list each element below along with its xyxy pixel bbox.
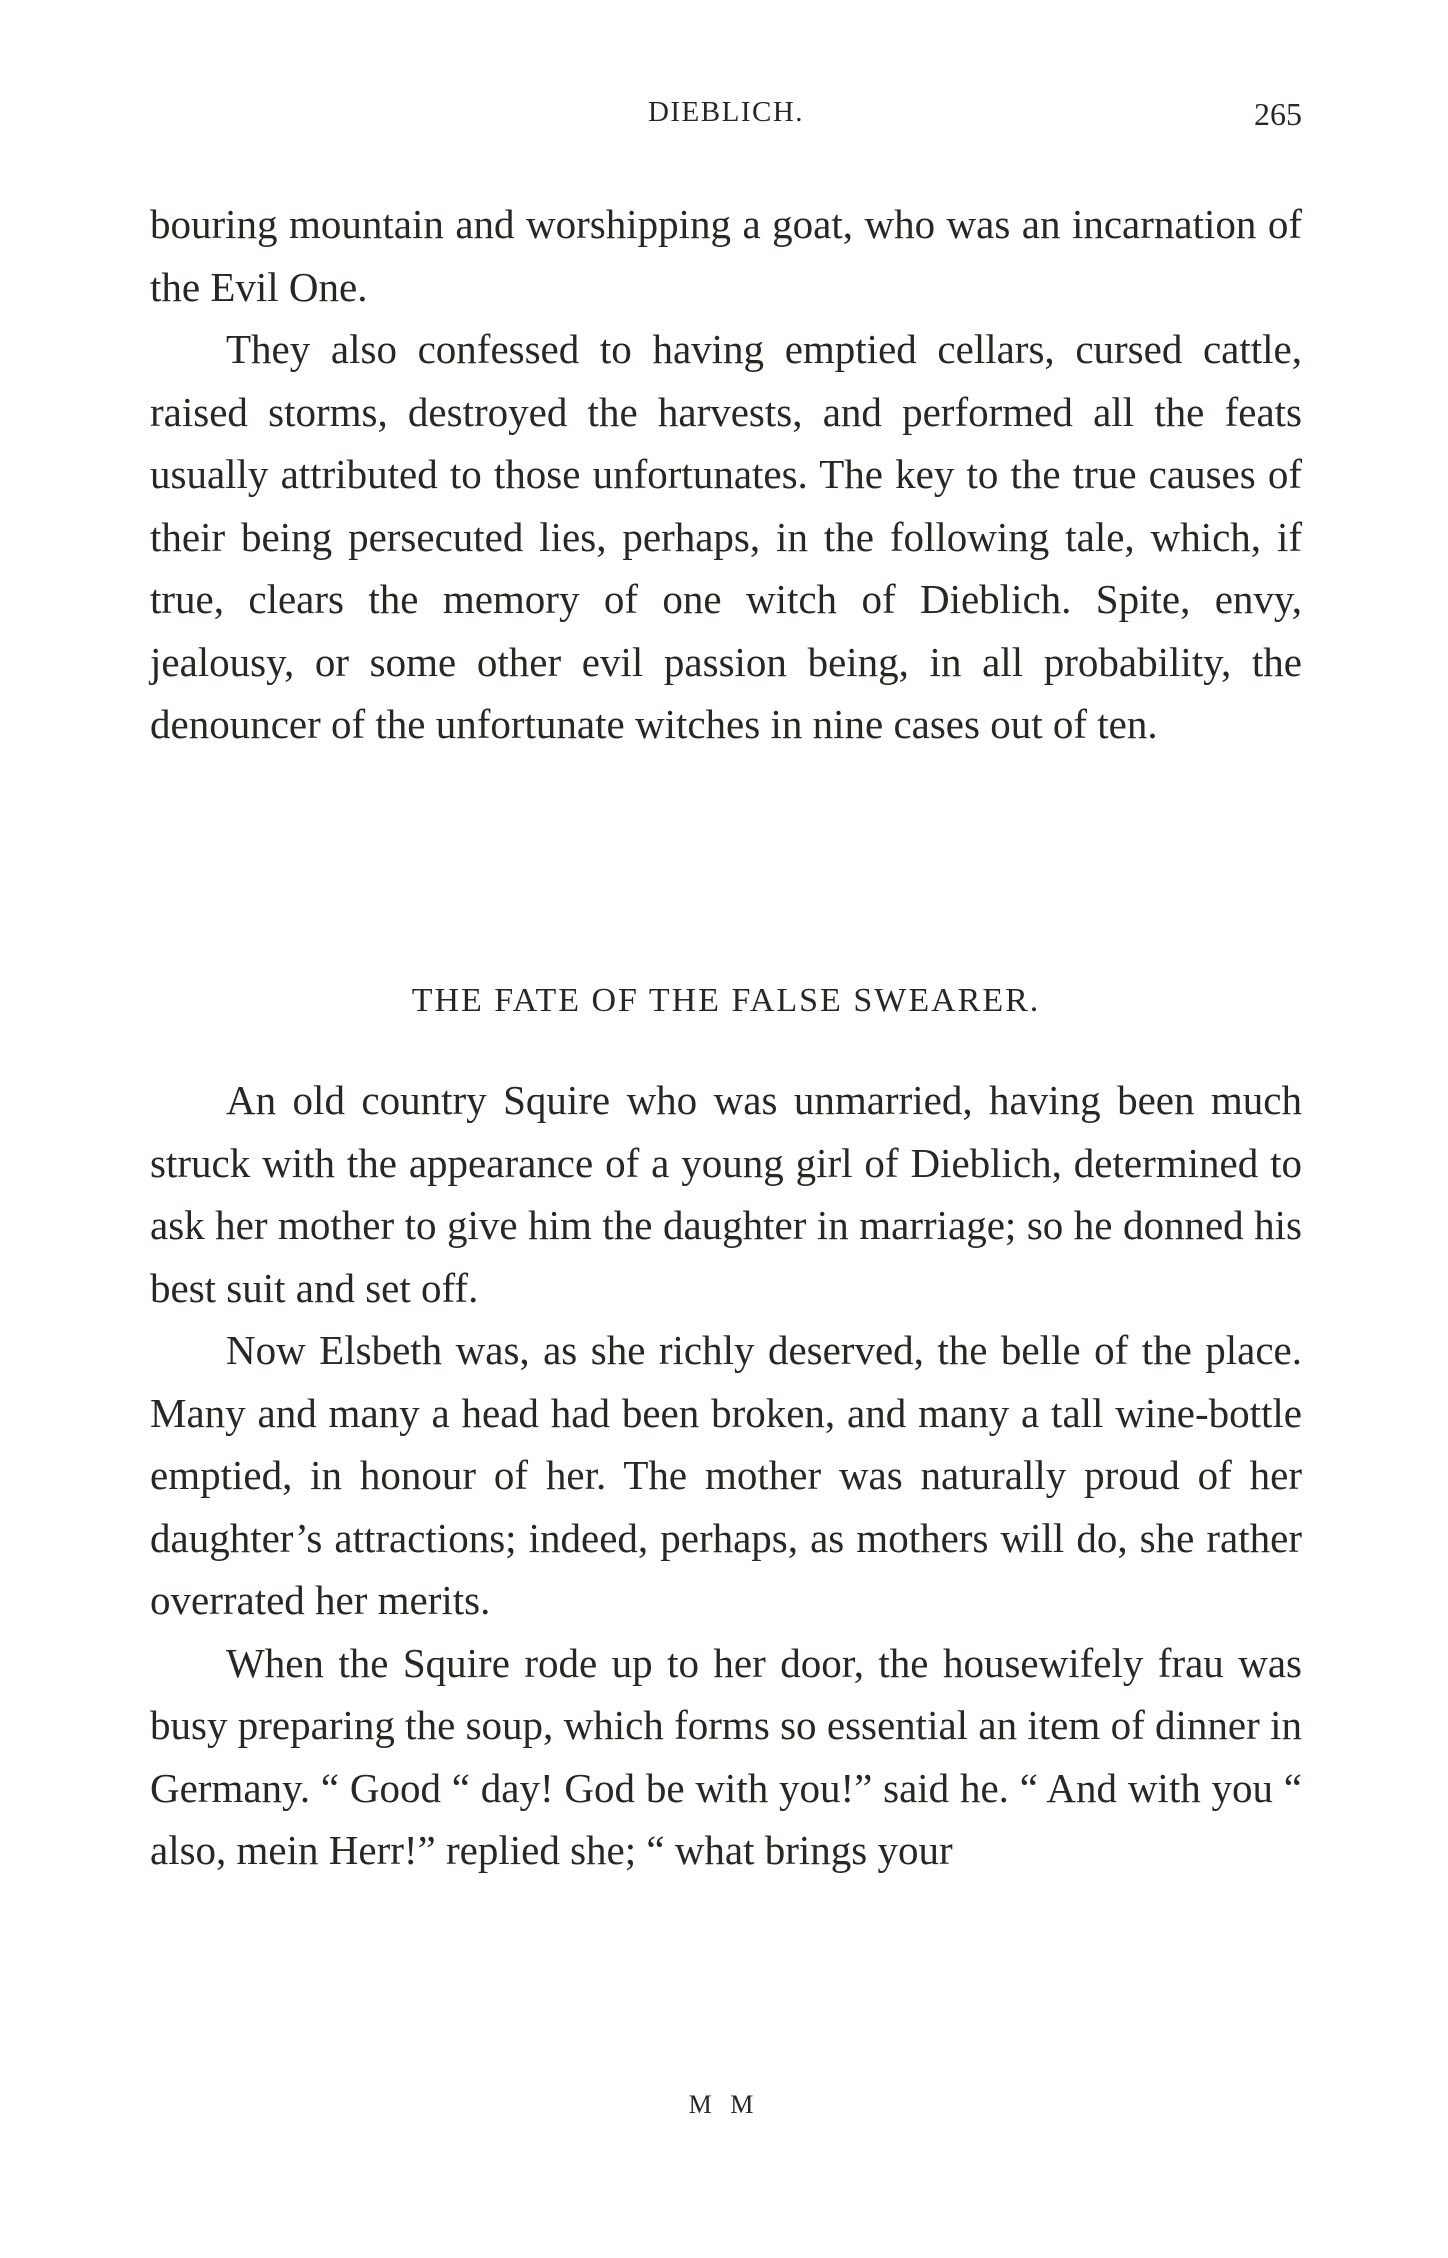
- signature-mark: M M: [688, 2090, 760, 2119]
- section-heading: THE FATE OF THE FALSE SWEARER.: [411, 982, 1041, 1019]
- running-title: DIEBLICH.: [647, 96, 805, 128]
- paragraph: Now Elsbeth was, as she richly deserved, the belle of the place. Many and many a head had been broken, and many a tall wine-bottle emptied, in honour of her. The mother was naturally proud of her daughter’s attractions; indeed, perhaps, as mothers will do, she rather overrated her merits.: [150, 1327, 1302, 1623]
- body-text-top: [150, 193, 1302, 756]
- section-body: [150, 1069, 1302, 1882]
- running-head: [150, 96, 1302, 136]
- paragraph: They also confessed to having emptied cellars, cursed cattle, raised storms, destroyed the harvests, and performed all the feats usually attributed to those unfortunates. The key to the true causes of their being persecuted lies, perhaps, in the following tale, which, if true, clears the memory of one witch of Dieblich. Spite, envy, jealousy, or some other evil passion being, in all probability, the denouncer of the unfortunate witches in nine cases out of ten.: [150, 326, 1302, 747]
- page-number: 265: [1254, 96, 1302, 132]
- paragraph: An old country Squire who was unmarried, having been much struck with the appearance of a young girl of Dieblich, determined to ask her mother to give him the daughter in marriage; so he donned his best suit and set off.: [150, 1077, 1302, 1311]
- paragraph-continuation: bouring mountain and worshipping a goat, who was an incarnation of the Evil One.: [150, 201, 1302, 310]
- paragraph: When the Squire rode up to her door, the housewifely frau was busy preparing the soup, which forms so essential an item of dinner in Germany. “ Good “ day! God be with you!” said he. “ And with you “ also, mein Herr!” replied she; “ what brings your: [150, 1639, 1302, 1873]
